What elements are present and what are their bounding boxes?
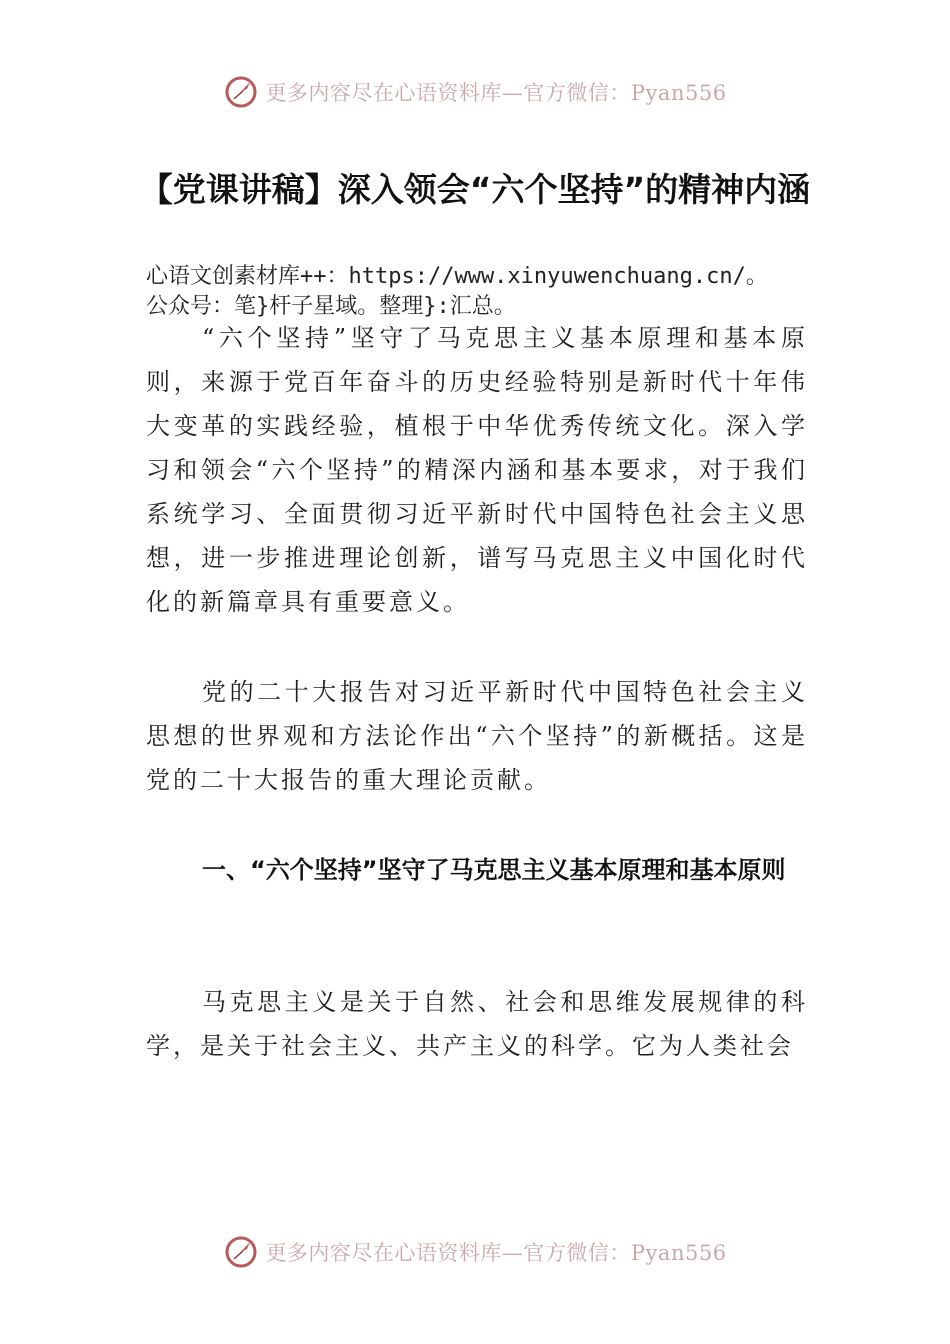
quill-circle-logo-icon bbox=[223, 74, 259, 110]
body-paragraph-1: “六个坚持”坚守了马克思主义基本原理和基本原则，来源于党百年奋斗的历史经验特别是新时代十年伟大变革的实践经验，植根于中华优秀传统文化。深入学习和领会“六个坚持”的精深内涵和基本要求，对于我们系统学习、全面贯彻习近平新时代中国特色社会主义思想，进一步推进理论创新，谱写马克思主义中国化时代化的新篇章具有重要意义。 bbox=[146, 324, 808, 616]
header-watermark-banner bbox=[0, 72, 950, 112]
quill-circle-logo-icon bbox=[223, 1234, 259, 1270]
document-title: 【党课讲稿】深入领会“六个坚持”的精神内涵 bbox=[139, 170, 811, 209]
body-paragraph-2: 党的二十大报告对习近平新时代中国特色社会主义思想的世界观和方法论作出“六个坚持”的新概括。这是党的二十大报告的重大理论贡献。 bbox=[146, 678, 808, 794]
footer-watermark-banner bbox=[0, 1232, 950, 1272]
source-line-2: 公众号：笔}杆子星域。整理}:汇总。 bbox=[146, 294, 516, 319]
section-paragraph-1: 马克思主义是关于自然、社会和思维发展规律的科学，是关于社会主义、共产主义的科学。它为人类社会 bbox=[146, 988, 808, 1060]
source-line-1: 心语文创素材库++：https://www.xinyuwenchuang.cn/。 bbox=[146, 264, 768, 289]
section-heading-1: 一、“六个坚持”坚守了马克思主义基本原理和基本原则 bbox=[202, 856, 786, 884]
header-watermark-text: 更多内容尽在心语资料库—官方微信：Pyan556 bbox=[265, 81, 727, 105]
source-note bbox=[146, 262, 846, 322]
footer-watermark-text: 更多内容尽在心语资料库—官方微信：Pyan556 bbox=[265, 1241, 727, 1265]
